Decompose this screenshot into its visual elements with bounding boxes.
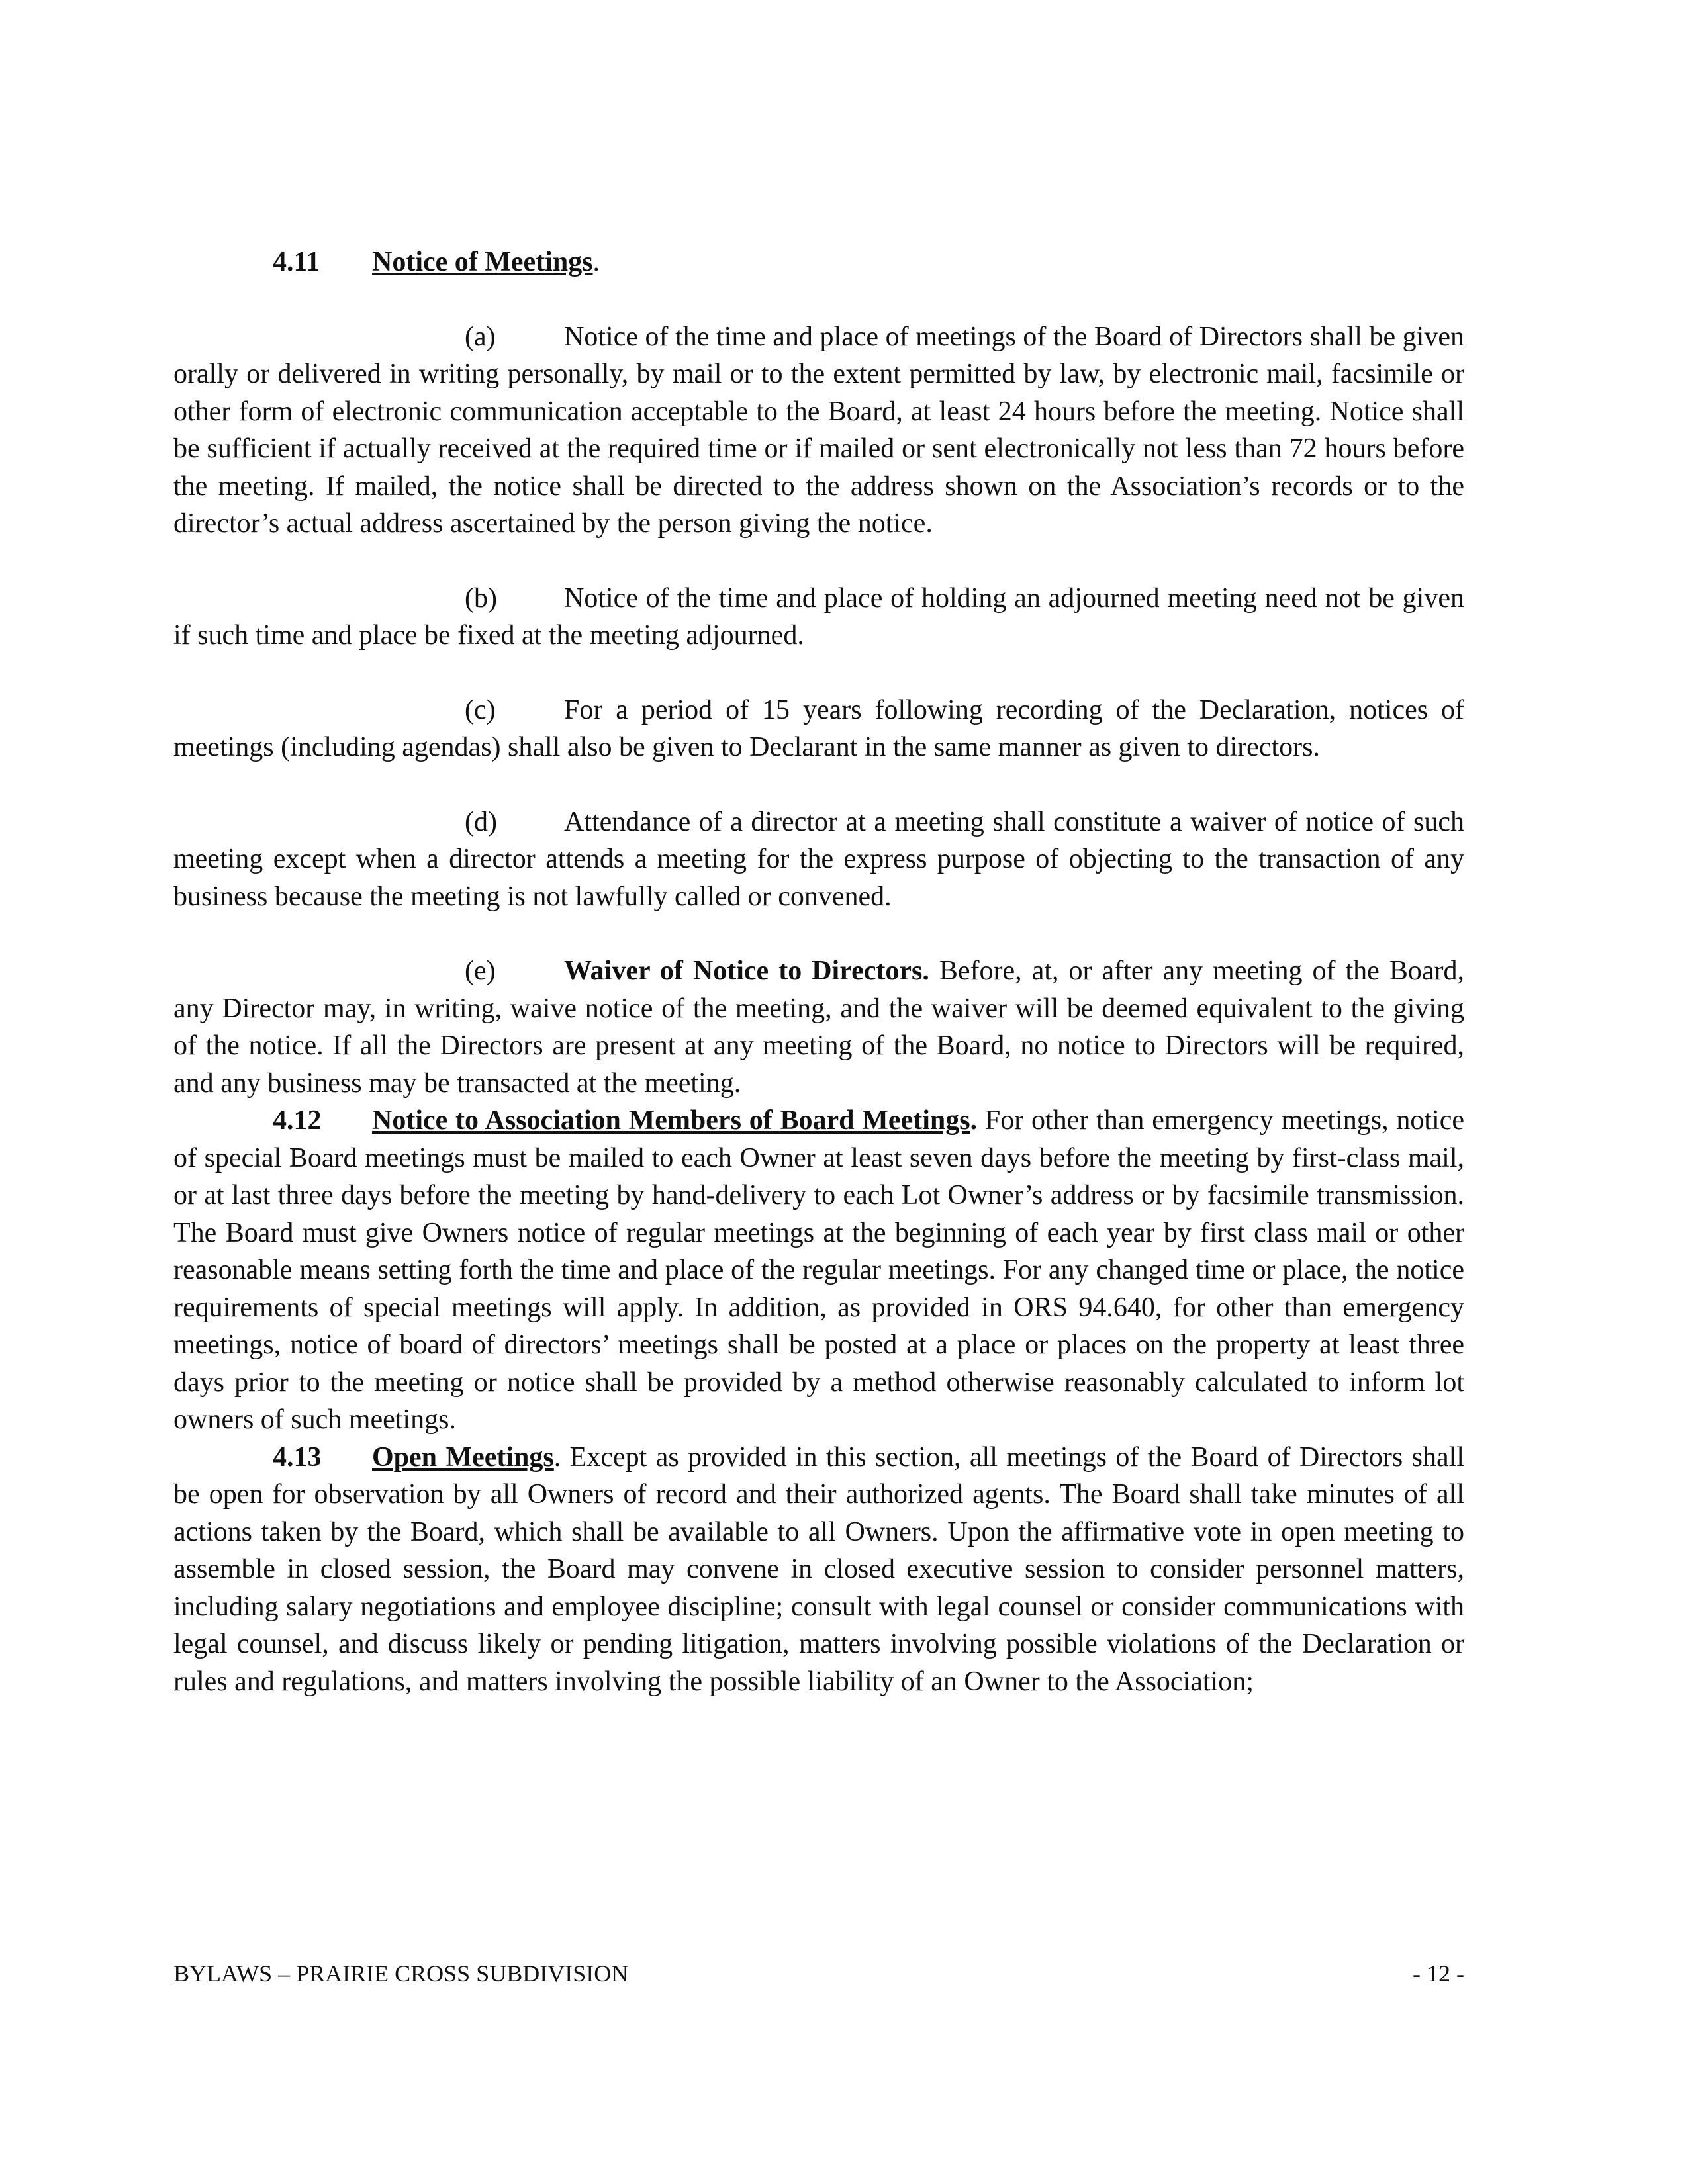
paragraph-label: (e) xyxy=(465,956,496,986)
section-4-12 xyxy=(173,1102,1464,1439)
section-4-11-heading xyxy=(173,244,1464,281)
paragraph-label: (b) xyxy=(465,582,497,614)
paragraph-text: For a period of 15 years following recording of the Declaration, notices of meetings (including agendas) shall also be given to Declarant in the same manner as given to directors. xyxy=(173,694,1464,762)
section-text: Except as provided in this section, all meetings of the Board of Directors shall be open for observation by all Owners of record and their authorized agents. The Board shall take minutes of all actions taken by the Board, which shall be available to all Owners. Upon the affirmative vote in open meeting to assemble in closed session, the Board may convene in closed executive session to consider personnel matters, including salary negotiations and employee discipline; consult with legal counsel or consider communications with legal counsel, and discuss likely or pending litigation, matters involving possible violations of the Declaration or rules and regulations, and matters involving the possible liability of an Owner to the Association; xyxy=(173,1441,1464,1697)
section-title: Notice of Meetings xyxy=(372,247,593,277)
section-4-13 xyxy=(173,1439,1464,1701)
paragraph-text: Notice of the time and place of holding an adjourned meeting need not be given if such time and place be fixed at the meeting adjourned. xyxy=(173,582,1464,651)
document-body xyxy=(173,244,1464,1700)
section-number: 4.12 xyxy=(273,1105,322,1136)
paragraph-text: Attendance of a director at a meeting shall constitute a waiver of notice of such meeting except when a director attends a meeting for the express purpose of objecting to the transaction of any business because the meeting is not lawfully called or convened. xyxy=(173,806,1464,912)
paragraph-4-11-c xyxy=(173,692,1464,766)
paragraph-4-11-a xyxy=(173,318,1464,543)
paragraph-label: (a) xyxy=(465,321,496,352)
paragraph-bold-lead: Waiver of Notice to Directors. xyxy=(564,956,929,986)
paragraph-text: Notice of the time and place of meetings of the Board of Directors shall be given orally or delivered in writing personally, by mail or to the extent permitted by law, by electronic mail, facsimile or other form of electronic communication acceptable to the Board, at least 24 hours before the meeting. Notice shall be sufficient if actually received at the required time or if mailed or sent electronically not less than 72 hours before the meeting. If mailed, the notice shall be directed to the address shown on the Association’s records or to the director’s actual address ascertained by the person giving the notice. xyxy=(173,321,1464,539)
section-title-period: . xyxy=(970,1105,978,1136)
section-title: Notice to Association Members of Board Meetings xyxy=(372,1105,970,1136)
section-text: For other than emergency meetings, notice of special Board meetings must be mailed to each Owner at least seven days before the meeting by first-class mail, or at last three days before the meeting by hand-delivery to each Lot Owner’s address or by facsimile transmission. The Board must give Owners notice of regular meetings at the beginning of each year by first class mail or other reasonable means setting forth the time and place of the regular meetings. For any changed time or place, the notice requirements of special meetings will apply. In addition, as provided in ORS 94.640, for other than emergency meetings, notice of board of directors’ meetings shall be posted at a place or places on the property at least three days prior to the meeting or notice shall be provided by a method otherwise reasonably calculated to inform lot owners of such meetings. xyxy=(173,1105,1464,1435)
paragraph-4-11-b xyxy=(173,580,1464,655)
section-title-period: . xyxy=(592,247,600,277)
paragraph-4-11-d xyxy=(173,803,1464,916)
section-title: Open Meetings xyxy=(372,1441,554,1473)
page-number: - 12 - xyxy=(1413,1960,1464,1987)
paragraph-text: Before, at, or after any meeting of the Board, any Director may, in writing, waive notice of the meeting, and the waiver will be deemed equivalent to the giving of the notice. If all the Directors are present at any meeting of the Board, no notice to Directors will be required, and any business may be transacted at the meeting. xyxy=(173,956,1464,1099)
section-number: 4.13 xyxy=(273,1441,322,1473)
section-number: 4.11 xyxy=(273,247,320,277)
paragraph-4-11-e xyxy=(173,952,1464,1102)
paragraph-label: (d) xyxy=(465,806,497,837)
page-footer xyxy=(173,1959,1464,1988)
paragraph-label: (c) xyxy=(465,694,496,725)
footer-document-title: BYLAWS – PRAIRIE CROSS SUBDIVISION xyxy=(173,1960,629,1987)
section-title-period: . xyxy=(553,1441,561,1473)
